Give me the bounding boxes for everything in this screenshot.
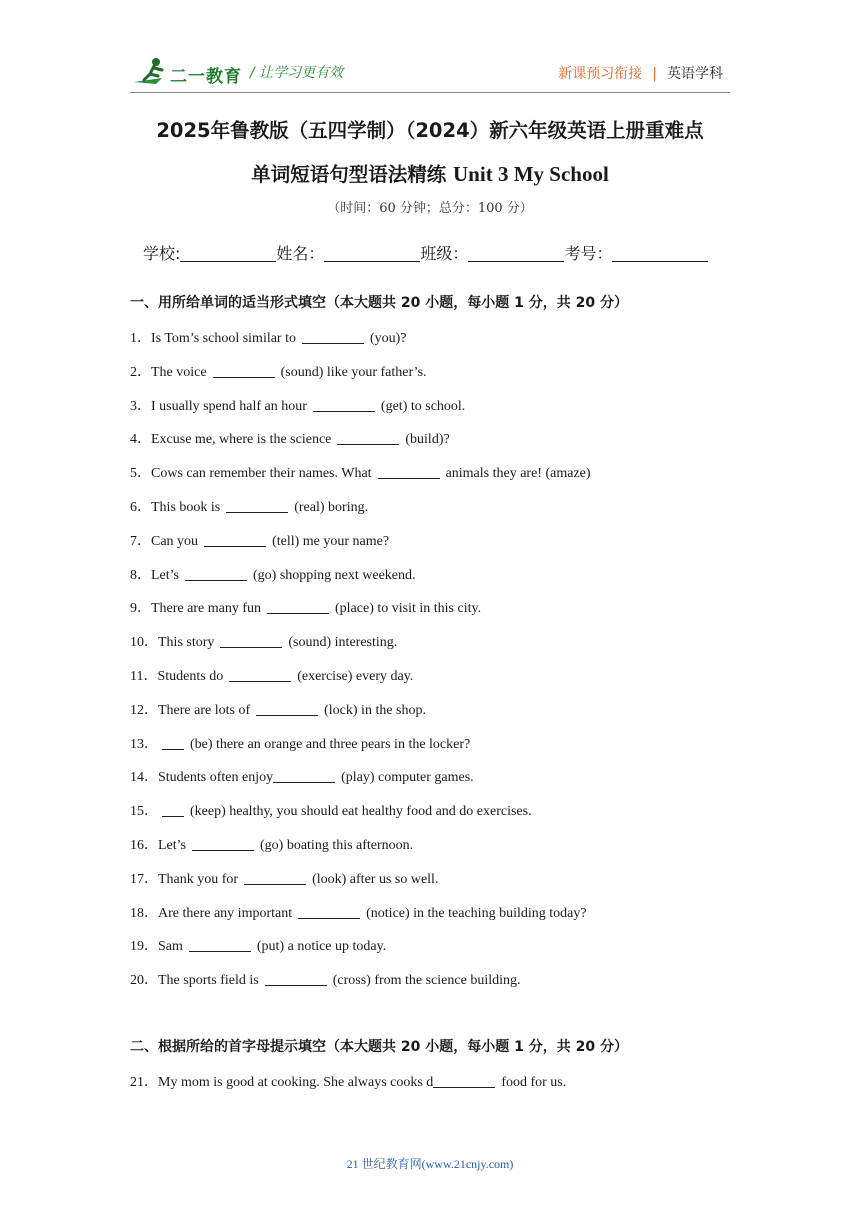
answer-blank[interactable] — [185, 567, 247, 581]
answer-blank[interactable] — [162, 736, 184, 750]
student-info-row — [143, 241, 708, 264]
page-footer: 21 世纪教育网(www.21cnjy.com) — [346, 1157, 514, 1171]
question-item: 3．I usually spend half an hour (get) to school. — [130, 399, 466, 414]
title-line2-chinese: 单词短语句型语法精练 — [251, 163, 454, 186]
document-title-line2 — [0, 159, 860, 187]
section-1-heading: 一、用所给单词的适当形式填空（本大题共 20 小题，每小题 1 分，共 20 分） — [130, 295, 628, 311]
answer-blank[interactable] — [226, 499, 288, 513]
new-course-label: 新课预习衔接 — [558, 66, 643, 82]
answer-blank[interactable] — [213, 364, 275, 378]
question-item: 2．The voice (sound) like your father’s. — [130, 365, 427, 380]
question-item: 9．There are many fun (place) to visit in this city. — [130, 601, 482, 616]
answer-blank[interactable] — [433, 1074, 495, 1088]
question-item: 18．Are there any important (notice) in the teaching building today? — [130, 906, 587, 921]
answer-blank[interactable] — [162, 803, 184, 817]
header-separator: | — [652, 66, 657, 82]
logo-text: 二一教育 — [170, 67, 242, 87]
answer-blank[interactable] — [267, 600, 329, 614]
answer-blank[interactable] — [337, 431, 399, 445]
page-header — [0, 0, 860, 95]
answer-blank[interactable] — [189, 938, 251, 952]
question-item: 20．The sports field is (cross) from the science building. — [130, 973, 521, 988]
section-2-heading: 二、根据所给的首字母提示填空（本大题共 20 小题，每小题 1 分，共 20 分） — [130, 1039, 628, 1055]
answer-blank[interactable] — [378, 465, 440, 479]
name-label: 姓名： — [276, 244, 325, 263]
document-title-line1: 2025年鲁教版（五四学制）（2024）新六年级英语上册重难点 — [156, 119, 704, 142]
subject-label: 英语学科 — [667, 66, 723, 82]
question-item: 4．Excuse me, where is the science (build)? — [130, 432, 450, 447]
name-field[interactable] — [324, 245, 420, 262]
question-item: 8．Let’s (go) shopping next weekend. — [130, 568, 416, 583]
answer-blank[interactable] — [265, 972, 327, 986]
class-label: 班级： — [420, 244, 469, 263]
header-right-labels — [558, 63, 723, 83]
answer-blank[interactable] — [204, 533, 266, 547]
question-item: 19．Sam (put) a notice up today. — [130, 939, 387, 954]
answer-blank[interactable] — [313, 398, 375, 412]
question-item: 10．This story (sound) interesting. — [130, 635, 398, 650]
question-item: 11．Students do (exercise) every day. — [130, 669, 414, 684]
answer-blank[interactable] — [298, 905, 360, 919]
question-item: 6．This book is (real) boring. — [130, 500, 369, 515]
school-label: 学校: — [143, 244, 181, 263]
answer-blank[interactable] — [220, 634, 282, 648]
number-label: 考号： — [564, 244, 613, 263]
question-item: 7．Can you (tell) me your name? — [130, 534, 390, 549]
question-item: 13． (be) there an orange and three pears in the locker? — [130, 737, 471, 752]
number-field[interactable] — [612, 245, 708, 262]
exam-time-score: （时间：60 分钟；总分：100 分） — [327, 201, 533, 216]
answer-blank[interactable] — [229, 668, 291, 682]
header-divider — [130, 92, 730, 93]
slogan: / 让学习更有效 — [250, 65, 344, 81]
answer-blank[interactable] — [192, 837, 254, 851]
question-item: 16．Let’s (go) boating this afternoon. — [130, 838, 414, 853]
question-item: 15． (keep) healthy, you should eat healthy food and do exercises. — [130, 804, 532, 819]
class-field[interactable] — [468, 245, 564, 262]
school-field[interactable] — [180, 245, 276, 262]
title-line2-english: Unit 3 My School — [453, 162, 609, 186]
question-item: 17．Thank you for (look) after us so well. — [130, 872, 439, 887]
answer-blank[interactable] — [244, 871, 306, 885]
question-item: 1．Is Tom’s school similar to (you)? — [130, 331, 407, 346]
answer-blank[interactable] — [302, 330, 364, 344]
question-item: 12．There are lots of (lock) in the shop. — [130, 703, 426, 718]
answer-blank[interactable] — [273, 769, 335, 783]
question-item: 5．Cows can remember their names. What animals they are! (amaze) — [130, 466, 591, 481]
answer-blank[interactable] — [256, 702, 318, 716]
question-item: 21．My mom is good at cooking. She always cooks d food for us. — [130, 1075, 567, 1090]
question-item: 14．Students often enjoy (play) computer games. — [130, 770, 474, 785]
